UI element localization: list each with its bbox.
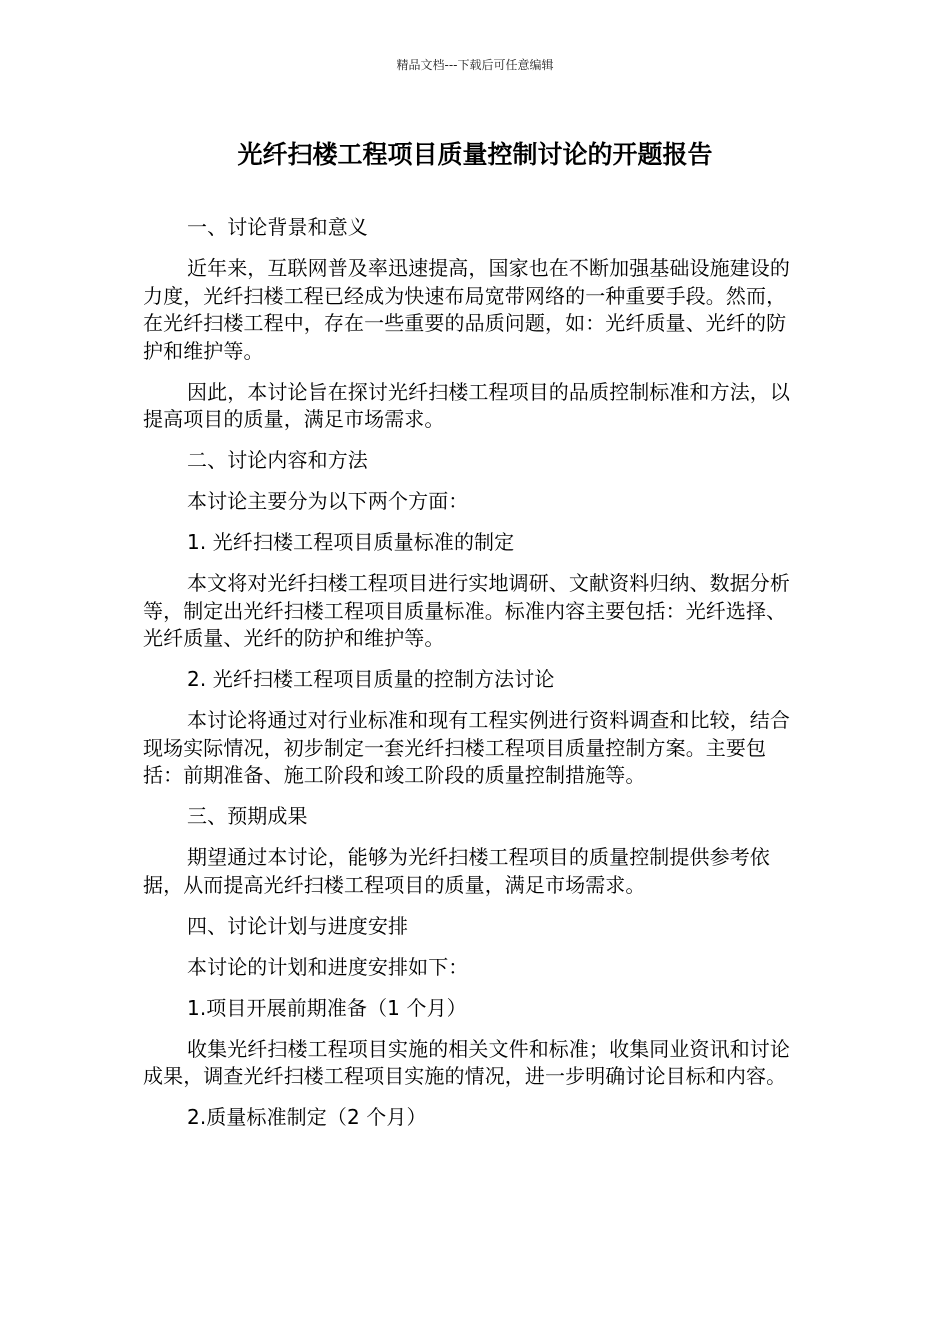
document-body (143, 214, 793, 1145)
paragraph-preparation: 收集光纤扫楼工程项目实施的相关文件和标准；收集同业资讯和讨论成果，调查光纤扫楼工程项目实施的情况，进一步明确讨论目标和内容。 (143, 1036, 790, 1088)
header-note: 精品文档---下载后可任意编辑 (396, 58, 554, 72)
subheading-quality-standard: 1. 光纤扫楼工程项目质量标准的制定 (187, 530, 515, 554)
section-heading-content-method: 二、讨论内容和方法 (187, 448, 368, 472)
paragraph-purpose: 因此，本讨论旨在探讨光纤扫楼工程项目的品质控制标准和方法，以提高项目的质量，满足市场需求。 (143, 379, 790, 431)
paragraph-content-intro: 本讨论主要分为以下两个方面： (187, 489, 469, 513)
subheading-control-method: 2. 光纤扫楼工程项目质量的控制方法讨论 (187, 667, 555, 691)
schedule-item-preparation: 1.项目开展前期准备（1 个月） (187, 995, 467, 1020)
paragraph-expected-results: 期望通过本讨论，能够为光纤扫楼工程项目的质量控制提供参考依据，从而提高光纤扫楼工程项目的质量，满足市场需求。 (143, 845, 770, 897)
paragraph-background: 近年来，互联网普及率迅速提高，国家也在不断加强基础设施建设的力度，光纤扫楼工程已经成为快速布局宽带网络的一种重要手段。然而，在光纤扫楼工程中，存在一些重要的品质问题，如：光纤质量、光纤的防护和维护等。 (143, 256, 790, 363)
document-title: 光纤扫楼工程项目质量控制讨论的开题报告 (237, 140, 713, 169)
paragraph-control-method: 本讨论将通过对行业标准和现有工程实例进行资料调查和比较，结合现场实际情况，初步制定一套光纤扫楼工程项目质量控制方案。主要包括：前期准备、施工阶段和竣工阶段的质量控制措施等。 (143, 708, 790, 787)
schedule-item-standard: 2.质量标准制定（2 个月） (187, 1105, 427, 1129)
section-heading-background: 一、讨论背景和意义 (187, 215, 368, 239)
paragraph-quality-standard: 本文将对光纤扫楼工程项目进行实地调研、文献资料归纳、数据分析等，制定出光纤扫楼工程项目质量标准。标准内容主要包括：光纤选择、光纤质量、光纤的防护和维护等。 (143, 571, 790, 650)
section-heading-schedule: 四、讨论计划与进度安排 (187, 913, 409, 938)
paragraph-schedule-intro: 本讨论的计划和进度安排如下： (187, 954, 469, 979)
section-heading-expected-results: 三、预期成果 (187, 804, 308, 828)
